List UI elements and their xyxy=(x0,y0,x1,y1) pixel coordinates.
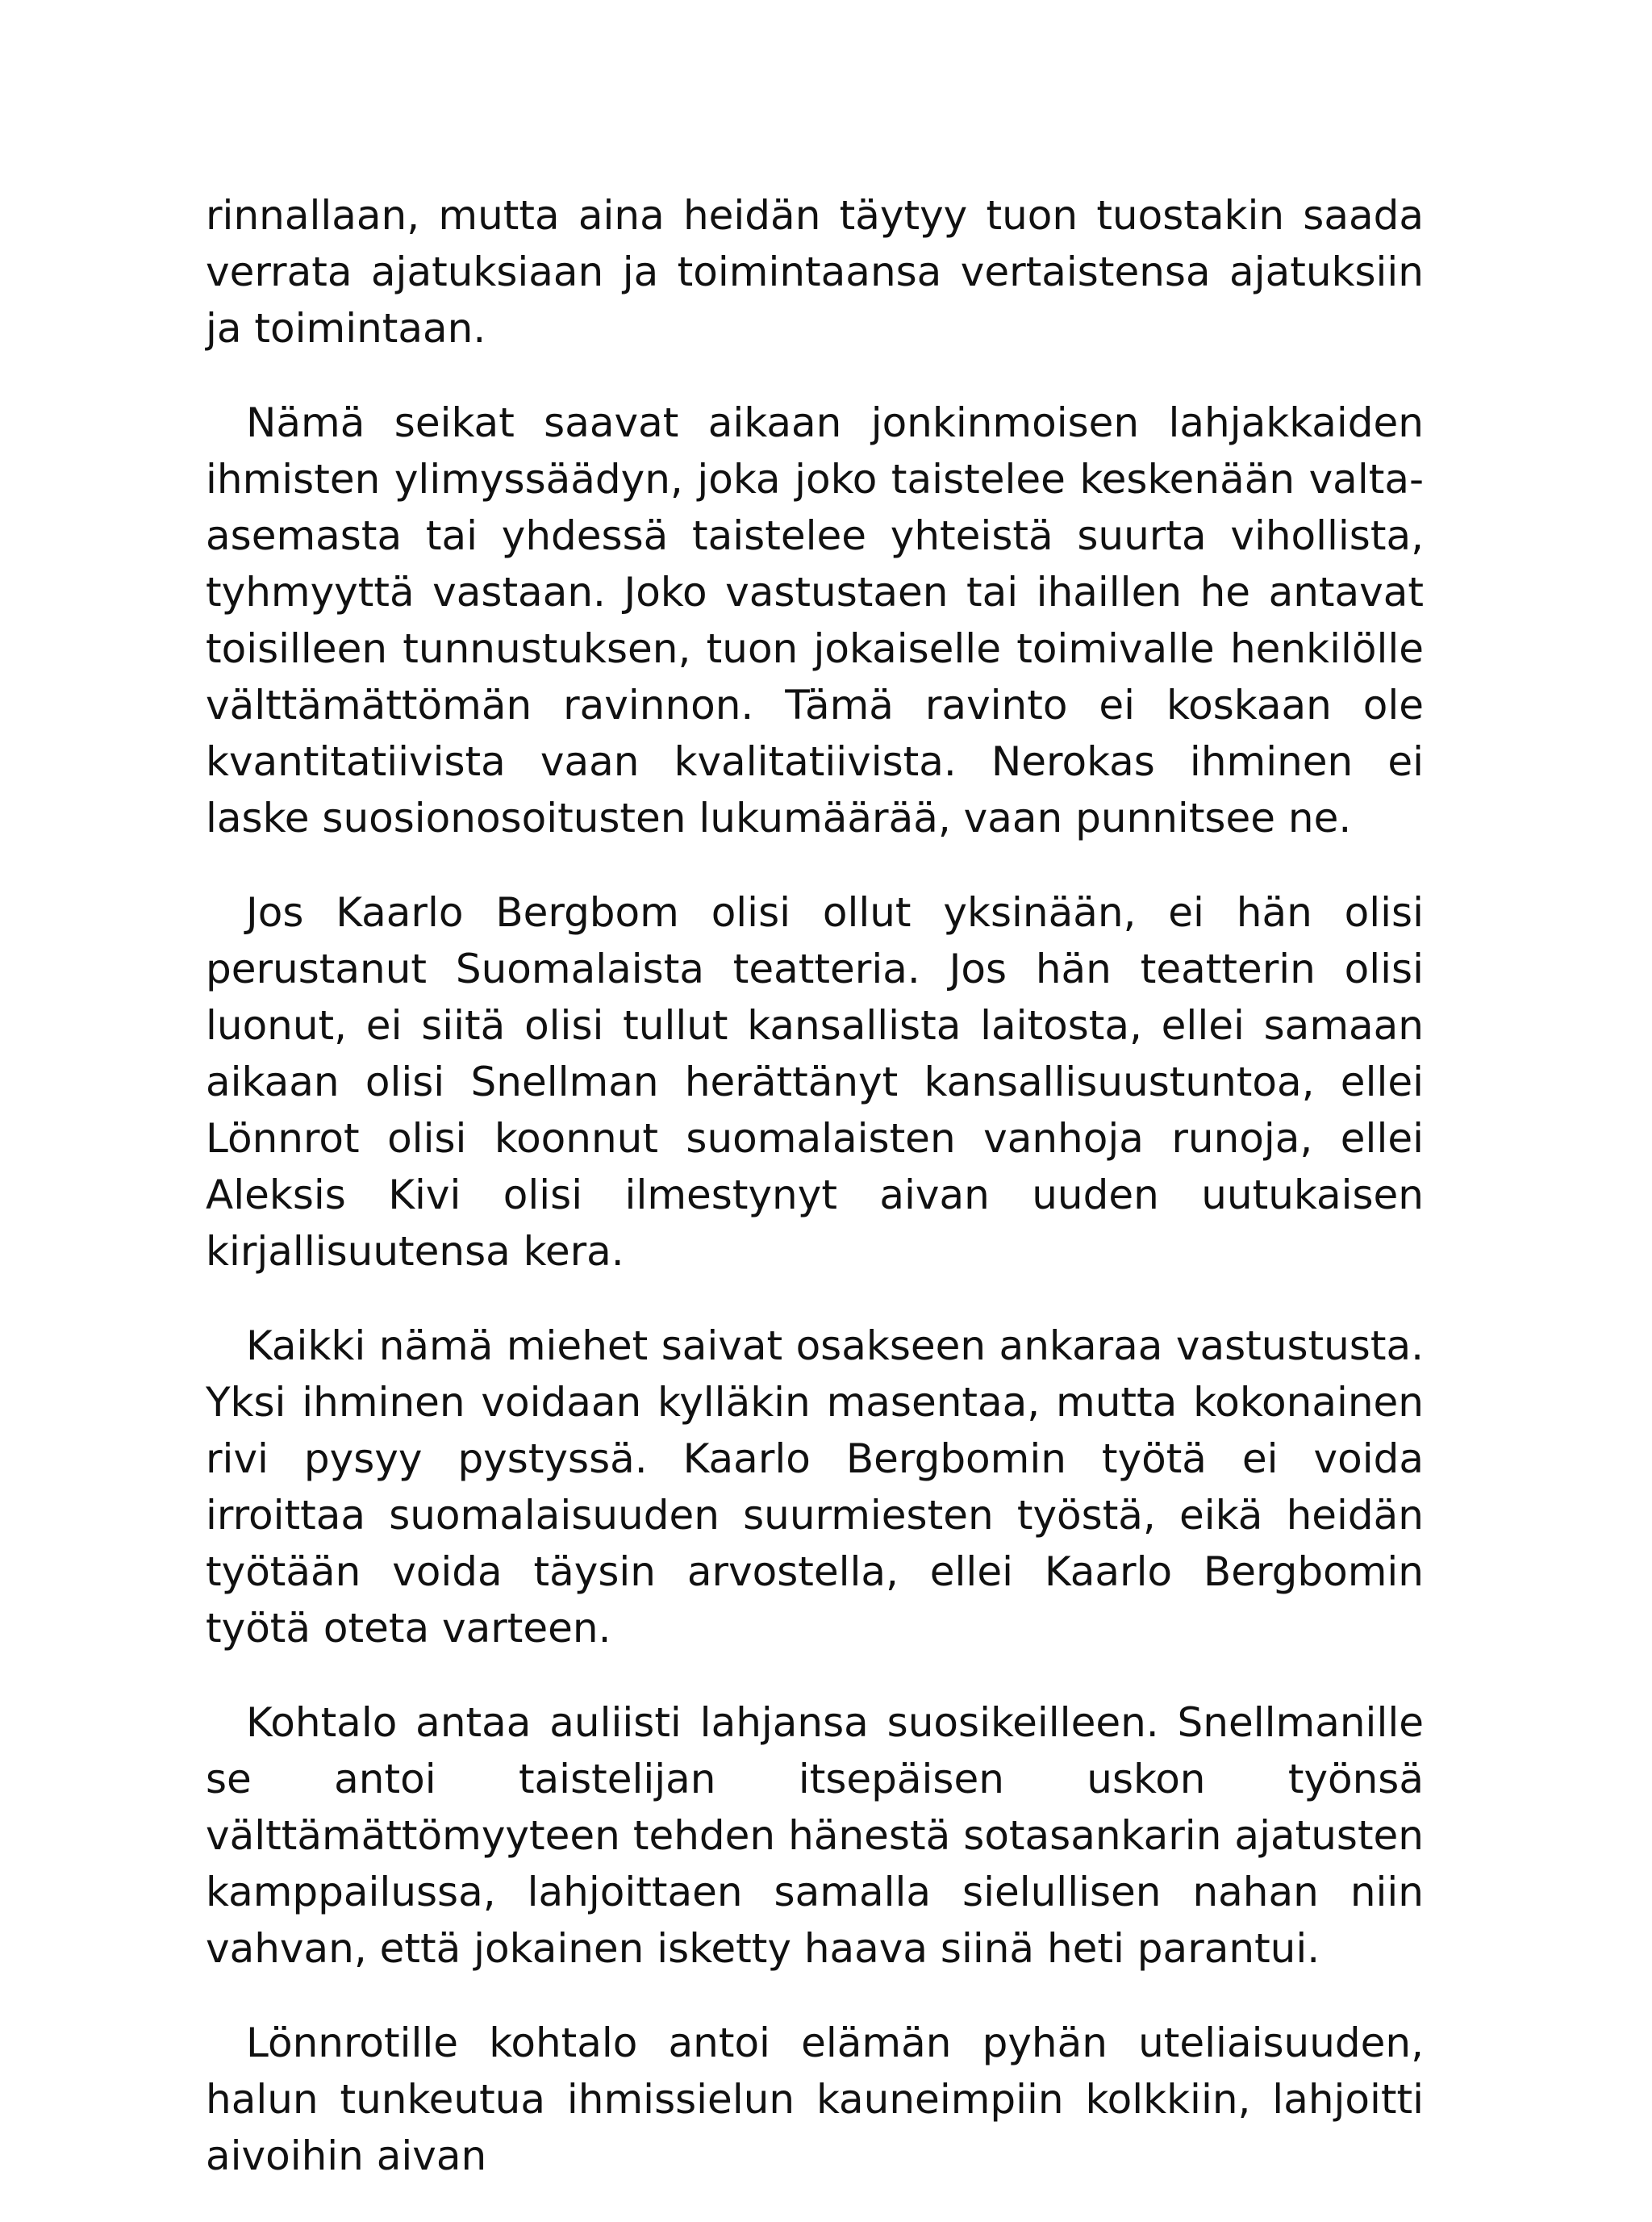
paragraph: Jos Kaarlo Bergbom olisi ollut yksinään, ei hän olisi perustanut Suomalaista teatteria. Jos hän teatterin olisi luonut, ei siitä olisi tullut kansallista laitosta, ellei samaan aikaan olisi Snellman herättänyt kansallisuustuntoa, ellei Lönnrot olisi koonnut suomalaisten vanhoja runoja, ellei Aleksis Kivi olisi ilmestynyt aivan uuden uutukaisen kirjallisuutensa kera. xyxy=(206,889,1424,1275)
paragraph: Nämä seikat saavat aikaan jonkinmoisen lahjakkaiden ihmisten ylimyssäädyn, joka joko taistelee keskenään valta-asemasta tai yhdessä taistelee yhteistä suurta vihollista, tyhmyyttä vastaan. Joko vastustaen tai ihaillen he antavat toisilleen tunnustuksen, tuon jokaiselle toimivalle henkilölle välttämättömän ravinnon. Tämä ravinto ei koskaan ole kvantitatiivista vaan kvalitatiivista. Nerokas ihminen ei laske suosionosoitusten lukumäärää, vaan punnitsee ne. xyxy=(206,399,1424,842)
body-text xyxy=(206,187,1424,2222)
paragraph-continuation: rinnallaan, mutta aina heidän täytyy tuon tuostakin saada verrata ajatuksiaan ja toimintaansa vertaistensa ajatuksiin ja toimintaan. xyxy=(206,192,1424,352)
paragraph: Kohtalo antaa auliisti lahjansa suosikeilleen. Snellmanille se antoi taistelijan itsepäisen uskon työnsä välttämättömyyteen tehden hänestä sotasankarin ajatusten kamppailussa, lahjoittaen samalla sielullisen nahan niin vahvan, että jokainen isketty haava siinä heti parantui. xyxy=(206,1699,1424,1972)
paragraph: Kaikki nämä miehet saivat osakseen ankaraa vastustusta. Yksi ihminen voidaan kylläkin masentaa, mutta kokonainen rivi pysyy pystyssä. Kaarlo Bergbomin työtä ei voida irroittaa suomalaisuuden suurmiesten työstä, eikä heidän työtään voida täysin arvostella, ellei Kaarlo Bergbomin työtä oteta varteen. xyxy=(206,1322,1424,1652)
paragraph-truncated: Lönnrotille kohtalo antoi elämän pyhän uteliaisuuden, halun tunkeutua ihmissielun kauneimpiin kolkkiin, lahjoitti aivoihin aivan xyxy=(206,2019,1424,2179)
